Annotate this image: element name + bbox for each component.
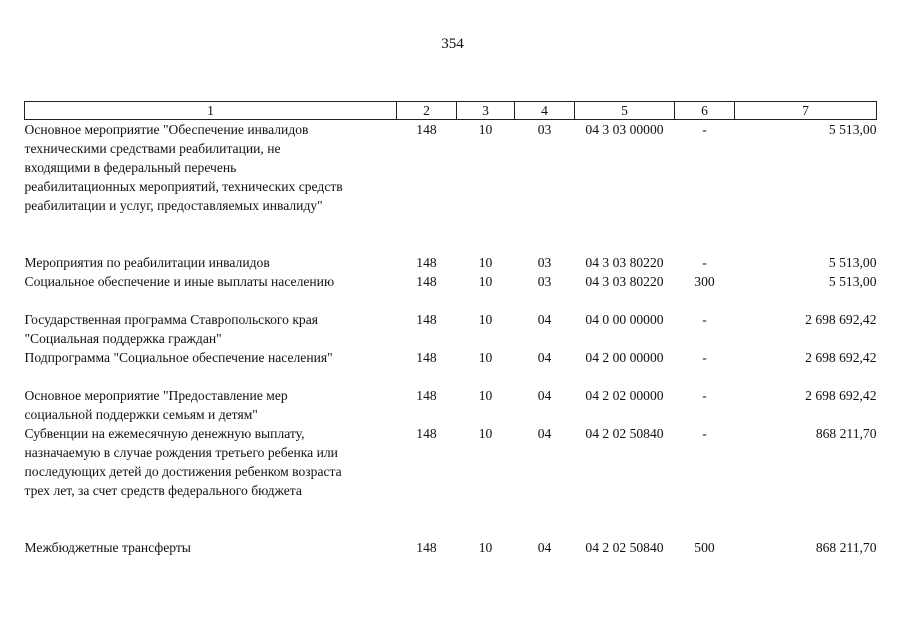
row-description	[25, 424, 397, 500]
cell-expense-type: 500	[694, 540, 715, 555]
cell-target-article: 04 0 00 00000	[585, 312, 664, 327]
row-spacer	[25, 215, 877, 234]
row-spacer	[25, 291, 877, 310]
row-spacer	[25, 519, 877, 538]
budget-table	[24, 101, 877, 557]
description-line: Государственная программа Ставропольского края	[24, 312, 319, 327]
row-description	[25, 253, 397, 272]
description-line: Межбюджетные трансферты	[24, 540, 191, 555]
cell-subsection-code: 03	[537, 274, 552, 289]
cell-ministry-code: 148	[416, 426, 437, 441]
cell-section-code: 10	[478, 540, 493, 555]
table-row	[25, 538, 877, 557]
cell-expense-type: 300	[694, 274, 715, 289]
cell-amount: 2 698 692,42	[805, 312, 877, 327]
table-row	[25, 310, 877, 348]
cell-target-article: 04 2 00 00000	[585, 350, 664, 365]
cell-expense-type: -	[702, 388, 707, 403]
description-line: Социальное обеспечение и иные выплаты населению	[24, 274, 335, 289]
cell-expense-type: -	[702, 350, 707, 365]
table-row	[25, 348, 877, 367]
description-line: трех лет, за счет средств федерального бюджета	[24, 483, 302, 498]
cell-amount: 5 513,00	[828, 255, 877, 270]
row-description	[25, 348, 397, 367]
cell-target-article: 04 2 02 00000	[585, 388, 664, 403]
description-line: назначаемую в случае рождения третьего ребенка или	[24, 445, 338, 460]
cell-target-article: 04 3 03 80220	[585, 255, 664, 270]
cell-expense-type: -	[702, 122, 707, 137]
cell-target-article: 04 2 02 50840	[585, 426, 664, 441]
row-spacer	[25, 234, 877, 253]
column-header: 7	[735, 102, 877, 120]
description-line: Основное мероприятие "Обеспечение инвалидов	[24, 122, 309, 137]
cell-amount: 5 513,00	[828, 274, 877, 289]
table-row	[25, 424, 877, 500]
cell-amount: 2 698 692,42	[805, 388, 877, 403]
description-line: Субвенции на ежемесячную денежную выплату,	[24, 426, 305, 441]
cell-ministry-code: 148	[416, 255, 437, 270]
column-header: 6	[675, 102, 735, 120]
description-line: реабилитации и услуг, предоставляемых инвалиду"	[24, 198, 323, 213]
cell-amount: 5 513,00	[828, 122, 877, 137]
cell-amount: 868 211,70	[815, 540, 877, 555]
cell-ministry-code: 148	[416, 388, 437, 403]
cell-amount: 868 211,70	[815, 426, 877, 441]
cell-amount: 2 698 692,42	[805, 350, 877, 365]
cell-section-code: 10	[478, 122, 493, 137]
cell-section-code: 10	[478, 255, 493, 270]
cell-ministry-code: 148	[416, 312, 437, 327]
row-description	[25, 538, 397, 557]
description-line: социальной поддержки семьям и детям"	[24, 407, 258, 422]
table-row	[25, 272, 877, 291]
description-line: Основное мероприятие "Предоставление мер	[24, 388, 288, 403]
row-description	[25, 386, 397, 424]
column-header: 1	[25, 102, 397, 120]
cell-ministry-code: 148	[416, 274, 437, 289]
cell-section-code: 10	[478, 388, 493, 403]
cell-ministry-code: 148	[416, 350, 437, 365]
description-line: техническими средствами реабилитации, не	[24, 141, 281, 156]
column-header: 4	[515, 102, 575, 120]
cell-expense-type: -	[702, 255, 707, 270]
table-row	[25, 386, 877, 424]
row-spacer	[25, 367, 877, 386]
cell-expense-type: -	[702, 426, 707, 441]
cell-subsection-code: 04	[537, 540, 552, 555]
cell-subsection-code: 04	[537, 350, 552, 365]
cell-subsection-code: 03	[537, 255, 552, 270]
cell-subsection-code: 03	[537, 122, 552, 137]
description-line: Подпрограмма "Социальное обеспечение населения"	[24, 350, 333, 365]
cell-section-code: 10	[478, 274, 493, 289]
description-line: реабилитационных мероприятий, технических средств	[24, 179, 343, 194]
cell-ministry-code: 148	[416, 122, 437, 137]
row-description	[25, 272, 397, 291]
cell-subsection-code: 04	[537, 388, 552, 403]
table-row	[25, 253, 877, 272]
cell-section-code: 10	[478, 350, 493, 365]
cell-subsection-code: 04	[537, 312, 552, 327]
cell-section-code: 10	[478, 426, 493, 441]
cell-subsection-code: 04	[537, 426, 552, 441]
description-line: Мероприятия по реабилитации инвалидов	[24, 255, 270, 270]
row-description	[25, 120, 397, 216]
row-description	[25, 310, 397, 348]
table-header-row	[25, 102, 877, 120]
column-header: 2	[397, 102, 457, 120]
cell-expense-type: -	[702, 312, 707, 327]
cell-target-article: 04 2 02 50840	[585, 540, 664, 555]
description-line: входящими в федеральный перечень	[24, 160, 237, 175]
description-line: "Социальная поддержка граждан"	[24, 331, 222, 346]
page-number: 354	[441, 36, 464, 52]
row-spacer	[25, 500, 877, 519]
column-header: 3	[457, 102, 515, 120]
cell-target-article: 04 3 03 80220	[585, 274, 664, 289]
cell-section-code: 10	[478, 312, 493, 327]
description-line: последующих детей до достижения ребенком возраста	[24, 464, 342, 479]
table-row	[25, 120, 877, 216]
column-header: 5	[575, 102, 675, 120]
cell-target-article: 04 3 03 00000	[585, 122, 664, 137]
cell-ministry-code: 148	[416, 540, 437, 555]
